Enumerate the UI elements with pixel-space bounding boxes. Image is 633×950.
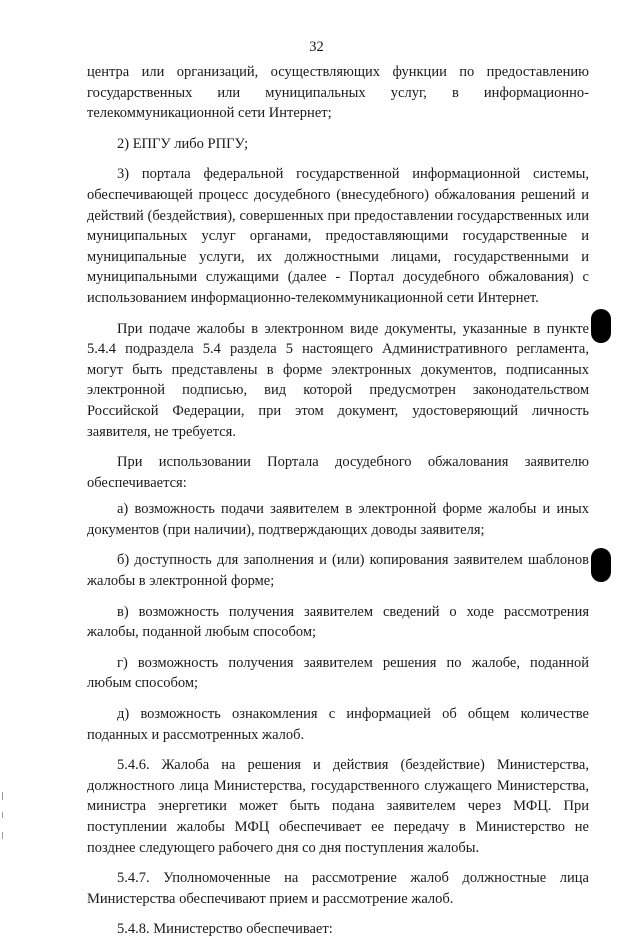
list-item-d: д) возможность ознакомления с информацией об общем количестве поданных и рассмотренных жалоб.	[87, 706, 589, 743]
paragraph-portal-provides: При использовании Портала досудебного обжалования заявителю обеспечивается:	[87, 454, 589, 491]
paragraph-electronic-submission: При подаче жалобы в электронном виде документы, указанные в пункте 5.4.4 подраздела 5.4 раздела 5 настоящего Административного регламента, могут быть представлены в форме электронных документов, подписанных электронной подписью, вид которой предусмотрен законодательством Российской Федерации, при этом документ, удостоверяющий личность заявителя, не требуется.	[87, 320, 589, 440]
list-item-a: а) возможность подачи заявителем в электронной форме жалобы и иных документов (при наличии), подтверждающих доводы заявителя;	[87, 501, 589, 538]
list-item-v: в) возможность получения заявителем сведений о ходе рассмотрения жалобы, поданной любым способом;	[87, 603, 589, 641]
binder-hole-top	[591, 309, 611, 343]
binder-hole-bottom	[591, 548, 611, 582]
scan-edge-mark	[2, 792, 3, 800]
list-item-epgu: 2) ЕПГУ либо РПГУ;	[117, 135, 249, 152]
section-5-4-8: 5.4.8. Министерство обеспечивает:	[117, 921, 333, 938]
section-5-4-7: 5.4.7. Уполномоченные на рассмотрение жалоб должностные лица Министерства обеспечивают прием и рассмотрение жалоб.	[87, 870, 589, 907]
list-item-g: г) возможность получения заявителем решения по жалобе, поданной любым способом;	[87, 654, 589, 692]
list-item-portal: 3) портала федеральной государственной информационной системы, обеспечивающей процесс досудебного (внесудебного) обжалования решений и действий (бездействия), совершенных при предоставлении государственных или муниципальных услуг органами, предоставляющими государственные и муниципальные услуги, их должностными лицами, государственными и муниципальными служащими (далее - Портал досудебного обжалования) с использованием информационно-телекоммуникационной сети Интернет.	[87, 166, 589, 306]
paragraph-continuation: центра или организаций, осуществляющих функции по предоставлению государственных или муниципальных услуг, в информационно-телекоммуникационной сети Интернет;	[87, 64, 589, 122]
scan-edge-mark	[2, 832, 3, 839]
page-number: 32	[309, 39, 324, 55]
document-body	[87, 62, 589, 950]
section-5-4-6: 5.4.6. Жалоба на решения и действия (бездействие) Министерства, должностного лица Министерства, государственного служащего Министерства, министра энергетики может быть подана заявителем через МФЦ. При поступлении жалобы МФЦ обеспечивает ее передачу в Министерство не позднее следующего рабочего дня со дня поступления жалобы.	[87, 757, 589, 856]
scan-edge-mark	[2, 812, 3, 818]
list-item-b: б) доступность для заполнения и (или) копирования заявителем шаблонов жалобы в электронной форме;	[87, 552, 589, 590]
